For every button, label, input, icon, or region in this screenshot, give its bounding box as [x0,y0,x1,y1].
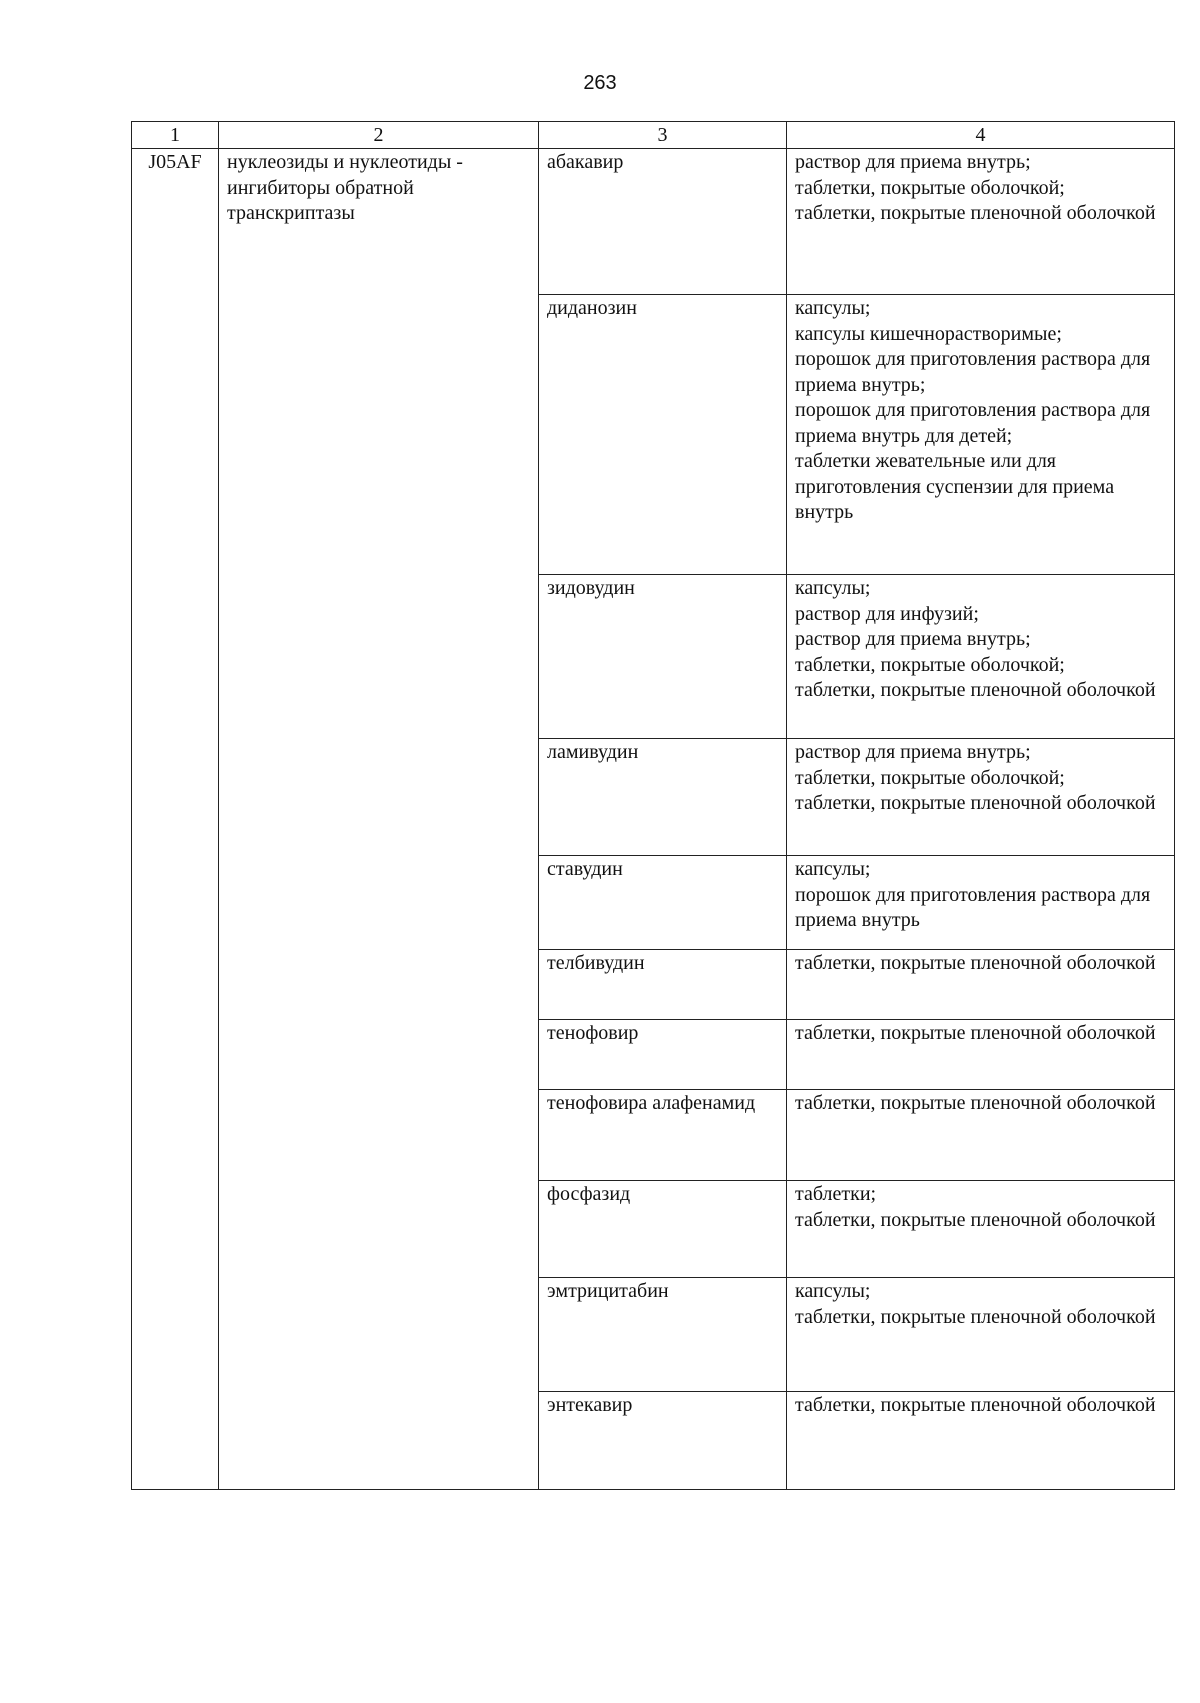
drug-name: эмтрицитабин [539,1278,787,1392]
header-row [132,122,1175,149]
dosage-forms [787,856,1175,950]
dosage-form: раствор для приема внутрь; [795,151,1031,173]
dosage-form: капсулы; [795,858,871,880]
dosage-form: таблетки, покрытые оболочкой; [795,176,1065,199]
dosage-forms [787,1278,1175,1392]
drug-name: энтекавир [539,1392,787,1490]
drug-name: ставудин [539,856,787,950]
drug-table [131,121,1175,1490]
dosage-form: раствор для инфузий; [795,602,979,625]
dosage-forms [787,739,1175,856]
atc-code: J05AF [132,149,219,1490]
group-name: нуклеозиды и нуклеотиды - ингибиторы обратной транскриптазы [219,149,539,1490]
dosage-form: таблетки, покрытые оболочкой; [795,653,1065,676]
dosage-forms [787,950,1175,1020]
dosage-form: таблетки, покрытые пленочной оболочкой [795,202,1156,224]
dosage-form: таблетки, покрытые пленочной оболочкой [795,1092,1156,1114]
dosage-forms [787,1392,1175,1490]
dosage-form: порошок для приготовления раствора для приема внутрь; [795,348,1151,396]
dosage-form: таблетки жевательные или для приготовления суспензии для приема внутрь [795,450,1115,523]
dosage-form: раствор для приема внутрь; [795,741,1031,763]
dosage-forms [787,1020,1175,1090]
dosage-forms [787,149,1175,295]
dosage-form: таблетки; [795,1183,877,1205]
dosage-form: таблетки, покрытые пленочной оболочкой [795,679,1156,701]
page-number: 263 [583,72,617,94]
dosage-forms [787,1090,1175,1181]
header-col-2: 2 [219,122,539,149]
dosage-forms [787,295,1175,575]
drug-name: диданозин [539,295,787,575]
drug-name: тенофовира алафенамид [539,1090,787,1181]
dosage-form: капсулы; [795,1280,871,1302]
header-col-1: 1 [132,122,219,149]
dosage-form: капсулы; [795,577,871,599]
dosage-form: таблетки, покрытые пленочной оболочкой [795,952,1156,974]
dosage-form: таблетки, покрытые пленочной оболочкой [795,1394,1156,1416]
header-col-3: 3 [539,122,787,149]
drug-name: зидовудин [539,575,787,739]
dosage-form: таблетки, покрытые пленочной оболочкой [795,1208,1156,1231]
dosage-form: порошок для приготовления раствора для приема внутрь для детей; [795,399,1151,447]
header-col-4: 4 [787,122,1175,149]
drug-name: тенофовир [539,1020,787,1090]
dosage-form: капсулы кишечнорастворимые; [795,322,1062,345]
drug-name: ламивудин [539,739,787,856]
table-row [132,149,1175,295]
dosage-form: раствор для приема внутрь; [795,628,1031,650]
dosage-form: таблетки, покрытые пленочной оболочкой [795,792,1156,814]
dosage-form: таблетки, покрытые пленочной оболочкой [795,1305,1156,1328]
dosage-form: капсулы; [795,297,871,319]
dosage-form: порошок для приготовления раствора для приема внутрь [795,883,1151,931]
drug-name: телбивудин [539,950,787,1020]
dosage-form: таблетки, покрытые оболочкой; [795,766,1065,789]
drug-name: абакавир [539,149,787,295]
dosage-forms [787,575,1175,739]
drug-name: фосфазид [539,1181,787,1278]
dosage-forms [787,1181,1175,1278]
dosage-form: таблетки, покрытые пленочной оболочкой [795,1022,1156,1044]
